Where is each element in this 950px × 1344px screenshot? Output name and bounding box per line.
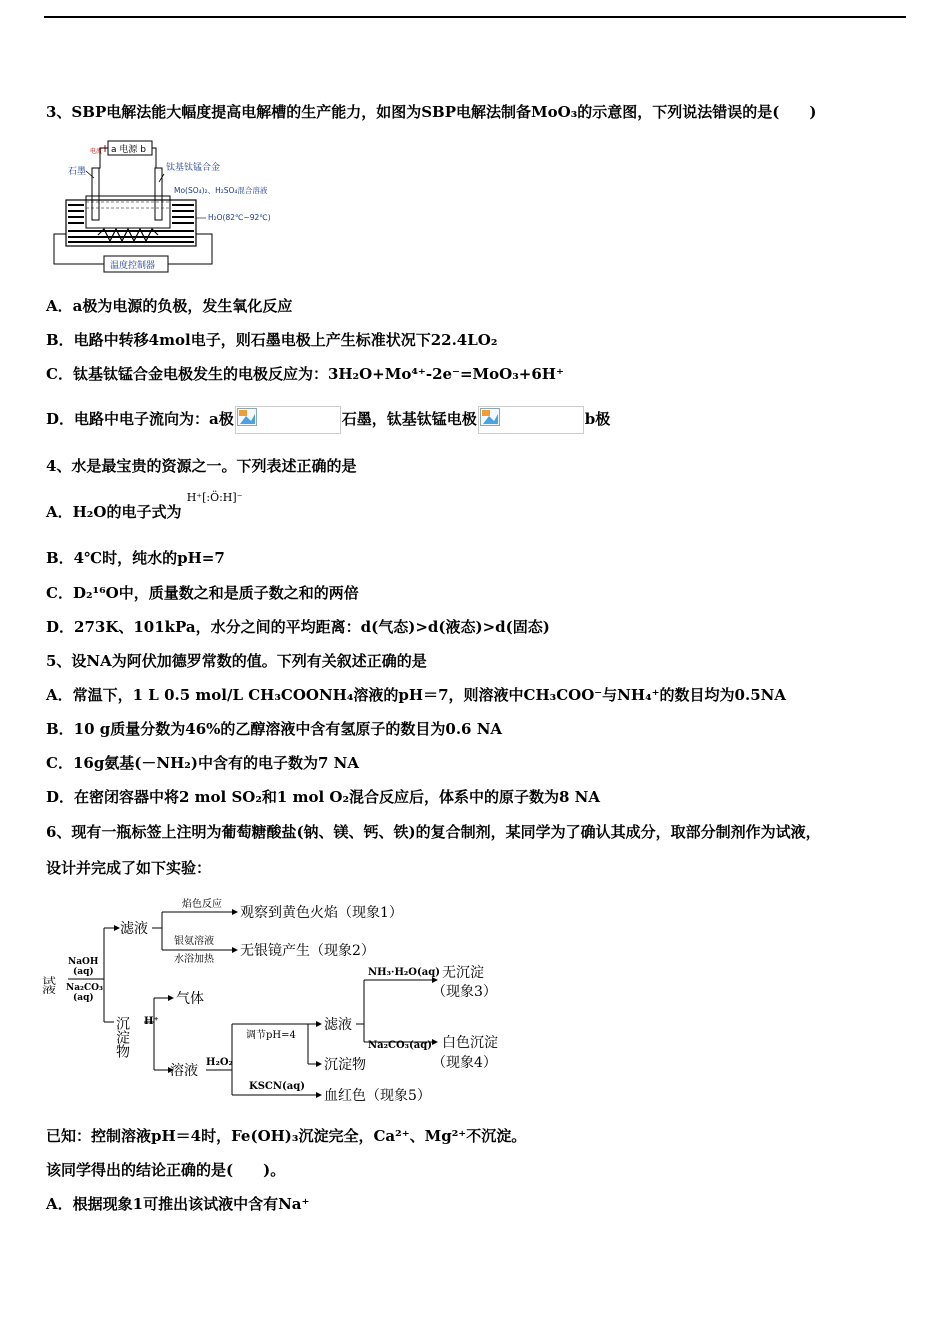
silver-label: 银氨溶液 — [174, 936, 214, 947]
ph-label: 调节pH=4 — [246, 1030, 296, 1041]
electrolysis-diagram — [48, 138, 298, 278]
nh3-label: NH₃·H₂O(aq) — [368, 967, 440, 978]
bath-label: 水浴加热 — [174, 954, 214, 965]
obs3b-label: （现象3） — [432, 984, 497, 1000]
q5-option-d: D．在密闭容器中将2 mol SO₂和1 mol O₂混合反应后，体系中的原子数为8 NA — [46, 788, 601, 806]
q3-option-d — [46, 406, 610, 434]
aq2-label: (aq) — [73, 993, 94, 1003]
gas-label: 气体 — [176, 991, 204, 1007]
q3-stem: 3、SBP电解法能大幅度提高电解槽的生产能力，如图为SBP电解法制备MoO₃的示意图，下列说法错误的是( ) — [46, 103, 817, 121]
precipitate2-label: 沉淀物 — [324, 1057, 366, 1073]
electron-formula: H⁺[:Ö:H]⁻ — [186, 491, 243, 504]
na2co3-label-2: Na₂CO₃(aq) — [368, 1040, 432, 1051]
q6-option-a: A．根据现象1可推出该试液中含有Na⁺ — [46, 1195, 310, 1213]
q5-stem: 5、设NA为阿伏加德罗常数的值。下列有关叙述正确的是 — [46, 652, 427, 670]
controller-label: 温度控制器 — [110, 261, 156, 271]
q3-option-b: B．电路中转移4mol电子，则石墨电极上产生标准状况下22.4LO₂ — [46, 331, 498, 349]
q4-stem: 4、水是最宝贵的资源之一。下列表述正确的是 — [46, 457, 357, 475]
q4-option-a — [46, 491, 243, 524]
aq1-label: (aq) — [73, 967, 94, 977]
q6-ask: 该同学得出的结论正确的是( )。 — [46, 1161, 286, 1179]
flame-label: 焰色反应 — [182, 899, 222, 910]
q6-stem-1: 6、现有一瓶标签上注明为葡萄糖酸盐(钠、镁、钙、铁)的复合制剂，某同学为了确认其成分，取部分制剂作为试液， — [46, 823, 821, 841]
h2o2-label: H₂O₂ — [206, 1057, 233, 1068]
q3-option-a: A．a极为电源的负极，发生氧化反应 — [46, 297, 293, 315]
experiment-flowchart — [40, 892, 514, 1114]
q4-option-d: D．273K、101kPa，水分之间的平均距离：d(气态)>d(液态)>d(固态) — [46, 618, 550, 636]
kscn-label: KSCN(aq) — [249, 1081, 305, 1092]
naoh-label: NaOH — [68, 957, 99, 967]
solution-label: Mo(SO₄)₂、H₂SO₄混合溶液 — [174, 186, 268, 195]
q4-option-b: B．4℃时，纯水的pH=7 — [46, 549, 225, 567]
header-rule — [44, 16, 906, 18]
broken-image-icon — [478, 406, 584, 434]
current-label: 电流 — [90, 148, 103, 155]
filtrate-label: 滤液 — [120, 921, 148, 937]
water-label: H₂O(82℃~92℃) — [208, 213, 271, 222]
q3-d-part2: 石墨，钛基钛锰电极 — [341, 410, 477, 428]
alloy-label: 钛基钛锰合金 — [166, 163, 221, 173]
q3-option-c: C．钛基钛锰合金电极发生的电极反应为：3H₂O+Mo⁴⁺-2e⁻=MoO₃+6H⁺ — [46, 365, 564, 383]
q5-option-b: B．10 g质量分数为46%的乙醇溶液中含有氢原子的数目为0.6 NA — [46, 720, 503, 738]
q4-option-c: C．D₂¹⁶O中，质量数之和是质子数之和的两倍 — [46, 584, 359, 602]
obs4b-label: （现象4） — [432, 1055, 497, 1071]
obs1-label: 观察到黄色火焰（现象1） — [240, 905, 403, 921]
q3-d-part3: b极 — [584, 410, 611, 428]
q6-stem-2: 设计并完成了如下实验： — [46, 859, 212, 877]
h-plus-label: H⁺ — [144, 1016, 159, 1027]
sample-label: 试液 — [40, 976, 56, 1004]
solution-label: 溶液 — [170, 1063, 198, 1079]
power-label: a 电源 b — [111, 145, 146, 155]
precipitate-label: 沉淀物 — [114, 1016, 130, 1058]
obs3a-label: 无沉淀 — [442, 965, 484, 981]
obs2-label: 无银镜产生（现象2） — [240, 943, 375, 959]
q4-a-text: A．H₂O的电子式为 — [46, 503, 182, 521]
obs4a-label: 白色沉淀 — [442, 1035, 498, 1051]
q3-d-part1: D．电路中电子流向为：a极 — [46, 410, 234, 428]
q6-known: 已知：控制溶液pH＝4时，Fe(OH)₃沉淀完全，Ca²⁺、Mg²⁺不沉淀。 — [46, 1127, 527, 1145]
obs5-label: 血红色（现象5） — [324, 1088, 431, 1104]
graphite-label: 石墨 — [68, 167, 87, 177]
broken-image-icon — [235, 406, 341, 434]
q5-option-c: C．16g氨基(－NH₂)中含有的电子数为7 NA — [46, 754, 359, 772]
filtrate2-label: 滤液 — [324, 1017, 352, 1033]
na2co3-label: Na₂CO₃ — [66, 983, 103, 993]
q5-option-a: A．常温下，1 L 0.5 mol/L CH₃COONH₄溶液的pH＝7，则溶液中CH₃COO⁻与NH₄⁺的数目均为0.5NA — [46, 686, 786, 704]
